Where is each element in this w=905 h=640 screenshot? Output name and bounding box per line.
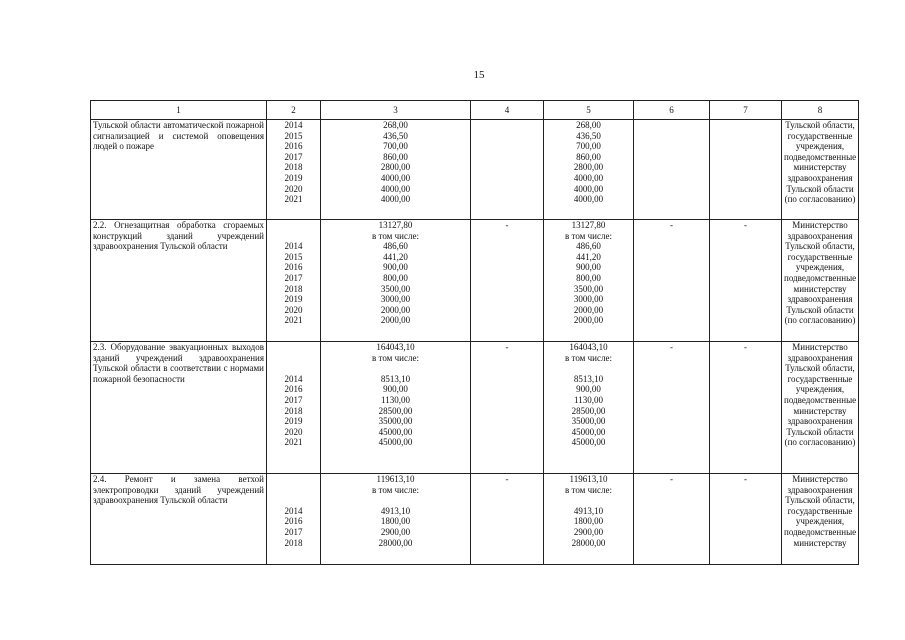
regional-budget-line: 268,00 — [576, 120, 601, 130]
year-list-line: 2018 — [284, 405, 303, 416]
year-list-line: 2017 — [284, 151, 303, 162]
extra-budget — [710, 120, 782, 220]
column-header: 8 — [782, 101, 859, 120]
year-list-line: 2014 — [284, 373, 303, 384]
total-amount-line: 1800,00 — [380, 516, 411, 527]
table-header-row — [91, 101, 859, 120]
year-list-line: 2020 — [284, 304, 303, 315]
total-amount-line: в том числе: — [372, 230, 419, 241]
total-amount-line: 8513,10 — [380, 373, 411, 384]
regional-budget-line: 3000,00 — [573, 294, 604, 305]
year-list-line: 2016 — [284, 262, 303, 273]
total-amount-line: 700,00 — [383, 141, 408, 152]
measure-title: 2.3. Оборудование эвакуационных выходов зданий учреждений здравоохранения Тульской области в соответствии с нормами пожарной безопасности — [91, 342, 267, 474]
year-list-line: 2016 — [284, 141, 303, 152]
regional-budget — [544, 220, 634, 342]
responsible-executors-line: Министерство — [792, 342, 848, 352]
year-list-line: 2014 — [284, 120, 303, 130]
regional-budget-line: 4000,00 — [573, 194, 604, 205]
extra-budget — [710, 474, 782, 565]
responsible-executors-line: здравоохранения — [787, 484, 853, 495]
responsible-executors-line: подведомственные — [784, 526, 857, 537]
local-budget-value: - — [670, 474, 673, 484]
local-budget — [634, 120, 710, 220]
year-list-line: 2016 — [284, 384, 303, 395]
total-amount-line: 900,00 — [383, 262, 408, 273]
total-amount-line: 3000,00 — [380, 294, 411, 305]
year-list-line — [269, 495, 318, 506]
regional-budget — [544, 342, 634, 474]
local-budget-value: - — [670, 342, 673, 352]
column-header: 6 — [634, 101, 710, 120]
responsible-executors-line: государственные — [787, 373, 853, 384]
year-list — [267, 120, 321, 220]
regional-budget-line: 45000,00 — [571, 437, 606, 448]
responsible-executors-line: здравоохранения — [787, 172, 853, 183]
total-amount-line: 4913,10 — [380, 505, 411, 516]
regional-budget-line: 900,00 — [576, 384, 601, 395]
extra-budget-value: - — [744, 474, 747, 484]
regional-budget-line: 2800,00 — [573, 162, 604, 173]
regional-budget-line: 119613,10 — [569, 474, 608, 484]
total-amount-line: 900,00 — [383, 384, 408, 395]
regional-budget-line: 1800,00 — [573, 516, 604, 527]
regional-budget-line: 28500,00 — [571, 405, 606, 416]
responsible-executors — [782, 220, 859, 342]
page-number: 15 — [473, 69, 485, 81]
regional-budget-line: 13127,80 — [571, 220, 606, 230]
responsible-executors-line: учреждения, — [795, 516, 845, 527]
year-list-line: 2019 — [284, 294, 303, 305]
regional-budget-line: 28000,00 — [571, 537, 606, 548]
year-list-line: 2017 — [284, 526, 303, 537]
responsible-executors-line: Тульской области — [786, 426, 854, 437]
total-amount-line: 2800,00 — [380, 162, 411, 173]
regional-budget-line: 800,00 — [576, 272, 601, 283]
federal-budget-value: - — [505, 474, 509, 484]
year-list-line — [269, 220, 318, 231]
responsible-executors-line: министерству — [793, 162, 847, 173]
year-list-line — [269, 363, 318, 374]
responsible-executors-line: Тульской области, — [785, 495, 855, 506]
total-amount-line: 28000,00 — [378, 537, 413, 548]
year-list-line: 2019 — [284, 172, 303, 183]
regional-budget-line: 4000,00 — [573, 172, 604, 183]
responsible-executors — [782, 120, 859, 220]
responsible-executors-line: министерству — [793, 405, 847, 416]
year-list-line: 2021 — [284, 315, 303, 326]
responsible-executors-line: подведомственные — [784, 151, 857, 162]
year-list — [267, 342, 321, 474]
table-row — [91, 342, 859, 474]
year-list-line: 2020 — [284, 183, 303, 194]
year-list-line — [269, 353, 318, 364]
regional-budget-line: в том числе: — [565, 352, 612, 363]
total-amount — [321, 342, 471, 474]
year-list-line: 2014 — [284, 241, 303, 252]
responsible-executors-line: учреждения, — [795, 384, 845, 395]
regional-budget-line: 486,60 — [576, 241, 601, 252]
regional-budget-line: 860,00 — [576, 151, 601, 162]
year-list-line: 2015 — [284, 130, 303, 141]
total-amount-line: 4000,00 — [380, 172, 411, 183]
total-amount-line: 1130,00 — [381, 394, 410, 405]
extra-budget-value: - — [744, 220, 747, 230]
total-amount — [321, 474, 471, 565]
extra-budget — [710, 220, 782, 342]
regional-budget-line: 45000,00 — [571, 426, 606, 437]
federal-budget-value: - — [505, 220, 509, 230]
column-header: 1 — [91, 101, 267, 120]
regional-budget-line: 2900,00 — [573, 526, 604, 537]
regional-budget-line: 700,00 — [576, 141, 601, 152]
year-list-line: 2017 — [284, 272, 303, 283]
responsible-executors-line: государственные — [787, 505, 853, 516]
regional-budget — [544, 474, 634, 565]
responsible-executors-line: учреждения, — [795, 262, 845, 273]
year-list-line: 2018 — [284, 537, 303, 548]
year-list-line: 2019 — [284, 416, 303, 427]
total-amount-line: 45000,00 — [378, 426, 413, 437]
regional-budget-line: 2000,00 — [573, 304, 604, 315]
responsible-executors-line: здравоохранения — [787, 416, 853, 427]
responsible-executors-line: (по согласованию) — [784, 437, 856, 448]
responsible-executors-line: Министерство — [792, 474, 848, 484]
column-header: 3 — [321, 101, 471, 120]
responsible-executors-line: Тульской области, — [785, 241, 855, 252]
extra-budget — [710, 342, 782, 474]
total-amount-line: в том числе: — [372, 484, 419, 495]
total-amount-line: в том числе: — [372, 352, 419, 363]
responsible-executors-line: (по согласованию) — [784, 194, 856, 205]
year-list-line: 2018 — [284, 162, 303, 173]
regional-budget-line: 4000,00 — [573, 183, 604, 194]
table-row — [91, 220, 859, 342]
total-amount-line: 860,00 — [383, 151, 408, 162]
responsible-executors — [782, 474, 859, 565]
measure-title: Тульской области автоматической пожарной сигнализацией и системой оповещения людей о пожаре — [91, 120, 267, 220]
local-budget — [634, 220, 710, 342]
year-list — [267, 474, 321, 565]
responsible-executors-line: Тульской области, — [785, 120, 855, 130]
funding-table — [90, 100, 859, 565]
total-amount-line: 268,00 — [383, 120, 408, 130]
regional-budget-line: 1130,00 — [574, 394, 603, 405]
year-list-line: 2021 — [284, 194, 303, 205]
measure-title: 2.4. Ремонт и замена ветхой электропроводки зданий учреждений здравоохранения Тульской области — [91, 474, 267, 565]
responsible-executors-line: здравоохранения — [787, 352, 853, 363]
responsible-executors-line: министерству — [793, 283, 847, 294]
federal-budget — [471, 342, 544, 474]
year-list-line — [269, 342, 318, 353]
regional-budget-line — [546, 495, 631, 506]
federal-budget-value: - — [505, 342, 509, 352]
year-list-line: 2021 — [284, 437, 303, 448]
responsible-executors-line: подведомственные — [784, 394, 857, 405]
year-list — [267, 220, 321, 342]
responsible-executors-line: подведомственные — [784, 272, 857, 283]
regional-budget-line: в том числе: — [565, 230, 612, 241]
year-list-line: 2017 — [284, 394, 303, 405]
responsible-executors-line: учреждения, — [795, 141, 845, 152]
total-amount-line: 119613,10 — [376, 474, 415, 484]
total-amount-line: 164043,10 — [376, 342, 415, 352]
total-amount-line: 436,50 — [383, 130, 408, 141]
year-list-line: 2020 — [284, 426, 303, 437]
local-budget — [634, 474, 710, 565]
year-list-line: 2016 — [284, 516, 303, 527]
regional-budget-line: 35000,00 — [571, 416, 606, 427]
responsible-executors — [782, 342, 859, 474]
total-amount-line — [323, 363, 468, 374]
regional-budget-line: 3500,00 — [573, 283, 604, 294]
column-header: 2 — [267, 101, 321, 120]
responsible-executors-line: государственные — [787, 130, 853, 141]
responsible-executors-line: министерству — [793, 537, 847, 548]
total-amount-line: 2900,00 — [380, 526, 411, 537]
year-list-line: 2015 — [284, 251, 303, 262]
table-row — [91, 474, 859, 565]
responsible-executors-line: государственные — [787, 251, 853, 262]
table-row — [91, 120, 859, 220]
total-amount-line: 28500,00 — [378, 405, 413, 416]
federal-budget — [471, 120, 544, 220]
total-amount-line: 45000,00 — [378, 437, 413, 448]
local-budget-value: - — [670, 220, 673, 230]
regional-budget-line: 2000,00 — [573, 315, 604, 326]
total-amount-line: 4000,00 — [380, 194, 411, 205]
year-list-line — [269, 474, 318, 485]
responsible-executors-line: Тульской области — [786, 304, 854, 315]
measure-title: 2.2. Огнезащитная обработка сгораемых конструкций зданий учреждений здравоохранения Тульской области — [91, 220, 267, 342]
total-amount — [321, 220, 471, 342]
total-amount-line: 3500,00 — [380, 283, 411, 294]
federal-budget — [471, 474, 544, 565]
federal-budget — [471, 220, 544, 342]
column-header: 7 — [710, 101, 782, 120]
year-list-line — [269, 231, 318, 242]
regional-budget — [544, 120, 634, 220]
year-list-line — [269, 485, 318, 496]
regional-budget-line — [546, 363, 631, 374]
total-amount — [321, 120, 471, 220]
total-amount-line: 35000,00 — [378, 416, 413, 427]
regional-budget-line: 164043,10 — [569, 342, 608, 352]
extra-budget-value: - — [744, 342, 747, 352]
responsible-executors-line: Тульской области, — [785, 363, 855, 374]
local-budget — [634, 342, 710, 474]
regional-budget-line: 441,20 — [576, 251, 601, 262]
total-amount-line: 2000,00 — [380, 315, 411, 326]
total-amount-line: 441,20 — [383, 251, 408, 262]
regional-budget-line: 436,50 — [576, 130, 601, 141]
regional-budget-line: 8513,10 — [573, 373, 604, 384]
responsible-executors-line: Тульской области — [786, 183, 854, 194]
regional-budget-line: в том числе: — [565, 484, 612, 495]
total-amount-line — [323, 495, 468, 506]
responsible-executors-line: Министерство — [792, 220, 848, 230]
total-amount-line: 2000,00 — [380, 304, 411, 315]
regional-budget-line: 4913,10 — [573, 505, 604, 516]
responsible-executors-line: здравоохранения — [787, 294, 853, 305]
total-amount-line: 486,60 — [383, 241, 408, 252]
responsible-executors-line: здравоохранения — [787, 230, 853, 241]
year-list-line: 2018 — [284, 283, 303, 294]
year-list-line: 2014 — [284, 505, 303, 516]
regional-budget-line: 900,00 — [576, 262, 601, 273]
responsible-executors-line: (по согласованию) — [784, 315, 856, 326]
total-amount-line: 800,00 — [383, 272, 408, 283]
column-header: 4 — [471, 101, 544, 120]
column-header: 5 — [544, 101, 634, 120]
total-amount-line: 4000,00 — [380, 183, 411, 194]
total-amount-line: 13127,80 — [378, 220, 413, 230]
